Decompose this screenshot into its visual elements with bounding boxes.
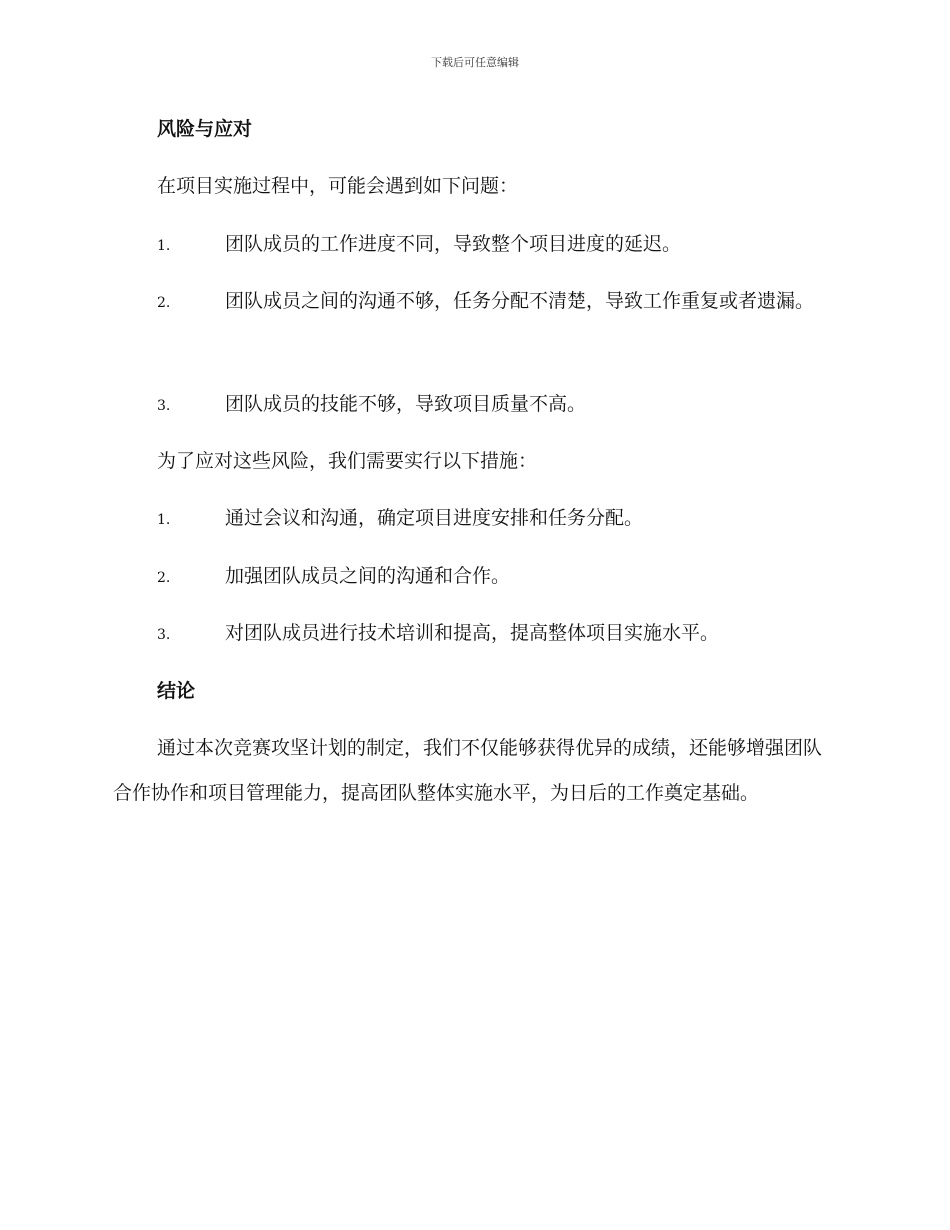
list-text: 对团队成员进行技术培训和提高，提高整体项目实施水平。 bbox=[225, 622, 720, 644]
problem-list-item bbox=[113, 279, 837, 326]
risk-heading: 风险与应对 bbox=[157, 118, 253, 140]
risk-intro: 在项目实施过程中，可能会遇到如下问题： bbox=[157, 175, 519, 197]
conclusion-heading: 结论 bbox=[157, 680, 196, 702]
list-number: 3. bbox=[157, 398, 171, 414]
measure-list-item bbox=[113, 611, 837, 658]
list-text: 团队成员的工作进度不同，导致整个项目进度的延迟。 bbox=[225, 233, 682, 255]
list-text: 团队成员的技能不够，导致项目质量不高。 bbox=[225, 393, 587, 415]
list-number: 1. bbox=[157, 512, 171, 528]
conclusion-body: 通过本次竞赛攻坚计划的制定，我们不仅能够获得优异的成绩，还能够增强团队合作协作和项目管理能力，提高团队整体实施水平，为日后的工作奠定基础。 bbox=[113, 737, 823, 804]
list-text: 团队成员之间的沟通不够，任务分配不清楚，导致工作重复或者遗漏。 bbox=[225, 290, 815, 312]
measure-list-item bbox=[113, 554, 837, 601]
list-text: 通过会议和沟通，确定项目进度安排和任务分配。 bbox=[225, 507, 644, 529]
list-number: 3. bbox=[157, 627, 171, 643]
list-number: 2. bbox=[157, 570, 171, 586]
measure-list-item bbox=[113, 496, 837, 543]
measures-intro: 为了应对这些风险，我们需要实行以下措施： bbox=[157, 450, 538, 472]
problem-list-item bbox=[113, 222, 837, 269]
list-text: 加强团队成员之间的沟通和合作。 bbox=[225, 565, 511, 587]
list-number: 2. bbox=[157, 295, 171, 311]
list-number: 1. bbox=[157, 238, 171, 254]
page-header-note: 下载后可任意编辑 bbox=[431, 56, 519, 69]
problem-list-item bbox=[113, 382, 837, 429]
